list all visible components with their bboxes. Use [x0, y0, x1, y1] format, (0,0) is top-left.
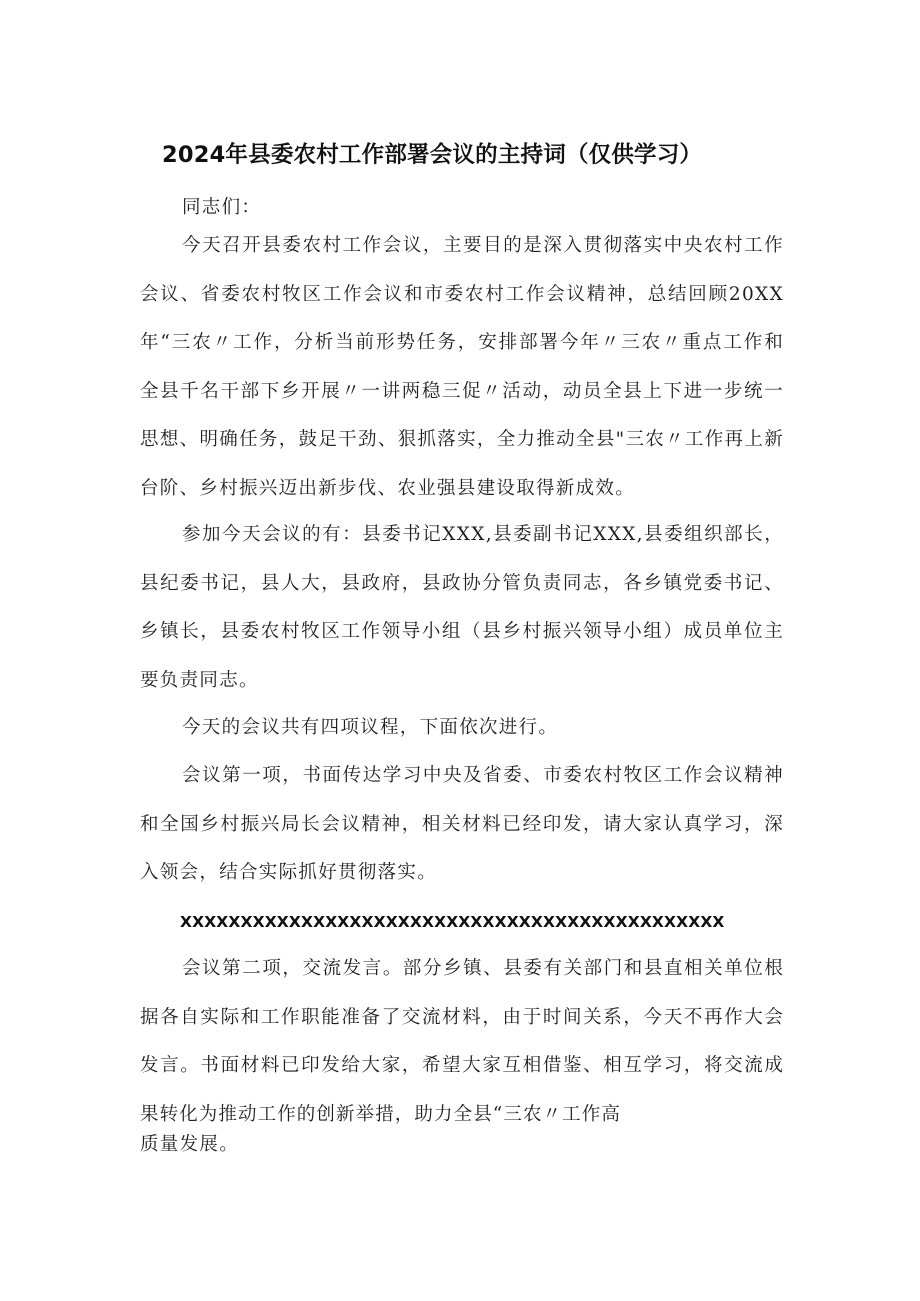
paragraph-item-two-tail: 质量发展。 [140, 1134, 240, 1155]
paragraph-attendees: 参加今天会议的有：县委书记XXX,县委副书记XXX,县委组织部长，县纪委书记，县人大，县政府，县政协分管负责同志，各乡镇党委书记、乡镇长，县委农村牧区工作领导小组（县乡村振兴领导小组）成员单位主要负责同志。 [140, 524, 784, 691]
paragraph-item-one: 会议第一项，书面传达学习中央及省委、市委农村牧区工作会议精神和全国乡村振兴局长会议精神，相关材料已经印发，请大家认真学习，深入领会，结合实际抓好贯彻落实。 [140, 765, 784, 883]
document-title: 2024年县委农村工作部署会议的主持词（仅供学习） [162, 142, 703, 168]
paragraph-agenda: 今天的会议共有四项议程，下面依次进行。 [182, 717, 559, 738]
paragraph-purpose: 今天召开县委农村工作会议，主要目的是深入贯彻落实中央农村工作会议、省委农村牧区工作会议和市委农村工作会议精神，总结回顾20XX年“三农〃工作，分析当前形势任务，安排部署今年〃三农〃重点工作和全县千名干部下乡开展〃一讲两稳三促〃活动，动员全县上下进一步统一思想、明确任务，鼓足干劲、狠抓落实，全力推动全县"三农〃工作再上新台阶、乡村振兴迈出新步伐、农业强县建设取得新成效。 [140, 235, 784, 499]
greeting: 同志们： [182, 197, 262, 218]
separator-line: XXXXXXXXXXXXXXXXXXXXXXXXXXXXXXXXXXXXXXXXXXXXX [180, 913, 725, 931]
paragraph-item-two: 会议第二项，交流发言。部分乡镇、县委有关部门和县直相关单位根据各自实际和工作职能准备了交流材料，由于时间关系，今天不再作大会发言。书面材料已印发给大家，希望大家互相借鉴、相互学习，将交流成果转化为推动工作的创新举措，助力全县“三农〃工作高 [140, 958, 784, 1125]
